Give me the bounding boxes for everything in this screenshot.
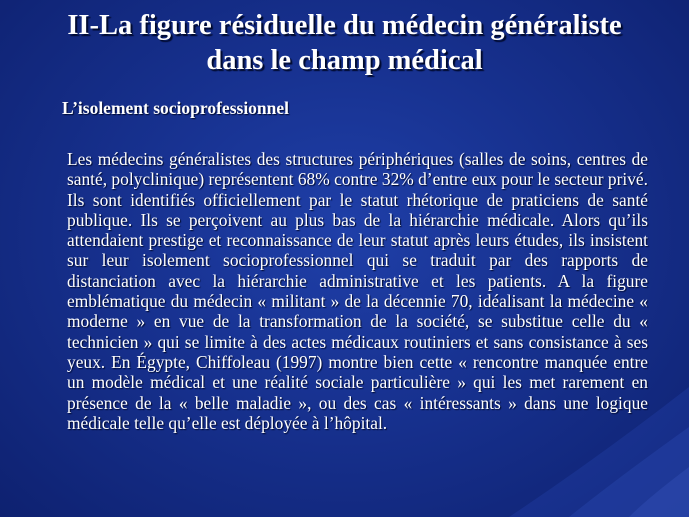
slide-title xyxy=(0,8,689,78)
body-paragraph: Les médecins généralistes des structures périphériques (salles de soins, centres de santé, polyclinique) représentent 68% contre 32% d’entre eux pour le secteur privé. Ils sont identifiés officiellement par le statut rhétorique de praticiens de santé publique. Ils se perçoivent au plus bas de la hiérarchie médicale. Alors qu’ils attendaient prestige et reconnaissance de leur statut après leurs études, ils insistent sur leur isolement socioprofessionnel qui se traduit par des rapports de distanciation avec la hiérarchie administrative et les patients. A la figure emblématique du médecin « militant » de la décennie 70, idéalisant la médecine « moderne » en vue de la transformation de la société, se substitue celle du « technicien » qui se limite à des actes médicaux routiniers et sans consistance à ses yeux. En Égypte, Chiffoleau (1997) montre bien cette « rencontre manquée entre un modèle médical et une réalité sociale particulière » qui les met rarement en présence de la « belle maladie », ou des cas « intéressants » dans une logique médicale telle qu’elle est déployée à l’hôpital. xyxy=(67,149,648,433)
section-subtitle: L’isolement socioprofessionnel xyxy=(62,98,290,118)
slide-title-line-1: II-La figure résiduelle du médecin généraliste xyxy=(67,10,622,41)
slide-title-line-2: dans le champ médical xyxy=(206,45,483,76)
